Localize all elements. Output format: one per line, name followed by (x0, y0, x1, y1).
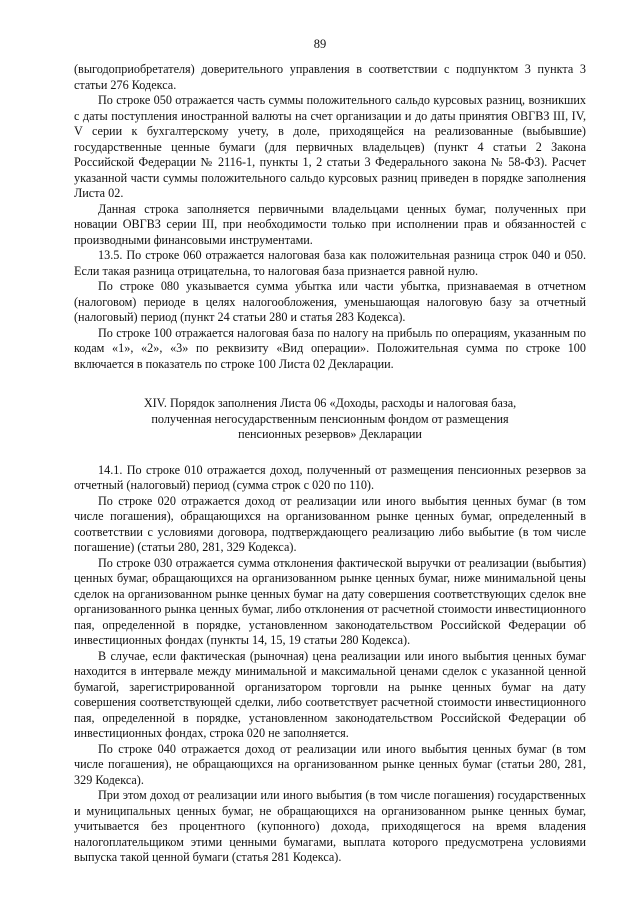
paragraph: По строке 050 отражается часть суммы положительного сальдо курсовых разниц, возникших с даты поступления иностранной валюты на счет организации и до даты принятия ОВГВЗ III, IV, V серии к бухгалтерскому учету, в доле, приходящейся на реализованные (выбывшие) государственные ценные бумаги (для первичных владельцев) (пункт 4 статьи 2 Закона Российской Федерации № 2116-1, пункты 1, 2 статьи 3 Федерального закона № 58-ФЗ). Расчет указанной части суммы положительного сальдо курсовых разниц приведен в порядке заполнения Листа 02. (74, 93, 586, 200)
paragraph: 13.5. По строке 060 отражается налоговая база как положительная разница строк 040 и 050. Если такая разница отрицательна, то налоговая база признается равной нулю. (74, 248, 586, 278)
paragraph: По строке 020 отражается доход от реализации или иного выбытия ценных бумаг (в том числе погашения), обращающихся на организованном рынке ценных бумаг, определенный в соответствии с условиями договора, подтверждающего реализацию либо выбытие (в том числе погашение) (статьи 280, 281, 329 Кодекса). (74, 493, 586, 554)
document-body (74, 62, 586, 866)
paragraph: По строке 030 отражается сумма отклонения фактической выручки от реализации (выбытия) ценных бумаг, обращающихся на организованном рынке ценных бумаг, ниже минимальной цены сделок на организованном рынке ценных бумаг на дату совершения соответствующих сделок вне организованного рынка ценных бумаг, либо отклонения от расчетной стоимости инвестиционного пая, определенной в порядке, установленном законодательством Российской Федерации об инвестиционных фондах (пункты 14, 15, 19 статьи 280 Кодекса). (74, 555, 586, 647)
page-number: 89 (313, 37, 327, 51)
paragraph: По строке 080 указывается сумма убытка или части убытка, признаваемая в отчетном (налоговом) периоде в целях налогообложения, уменьшающая налоговую базу за отчетный (налоговый) период (пункт 24 статьи 280 и статья 283 Кодекса). (74, 279, 586, 324)
paragraph: (выгодоприобретателя) доверительного управления в соответствии с подпунктом 3 пункта 3 статьи 276 Кодекса. (74, 62, 586, 92)
paragraph: По строке 040 отражается доход от реализации или иного выбытия ценных бумаг (в том числе погашения), не обращающихся на организованном рынке ценных бумаг (статьи 280, 281, 329 Кодекса). (74, 741, 586, 787)
section-heading-line: полученная негосударственным пенсионным фондом от размещения (151, 411, 509, 426)
paragraph: В случае, если фактическая (рыночная) цена реализации или иного выбытия ценных бумаг находится в интервале между минимальной и максимальной ценами сделок с указанной ценной бумагой, зарегистрированной организатором торговли на рынке ценных бумаг на дату совершения соответствующей сделки, либо соответствует расчетной стоимости инвестиционного пая, определенной в порядке, установленном законодательством Российской Федерации об инвестиционных фондах, строка 020 не заполняется. (74, 648, 586, 740)
paragraph: 14.1. По строке 010 отражается доход, полученный от размещения пенсионных резервов за отчетный (налоговый) период (сумма строк с 020 по 110). (74, 462, 586, 492)
paragraph: По строке 100 отражается налоговая база по налогу на прибыль по операциям, указанным по кодам «1», «2», «3» по реквизиту «Вид операции». Положительная сумма по строке 100 включается в показатель по строке 100 Листа 02 Декларации. (74, 325, 586, 371)
section-heading (74, 396, 586, 443)
paragraph: При этом доход от реализации или иного выбытия (в том числе погашения) государственных и муниципальных ценных бумаг, не обращающихся на организованном рынке ценных бумаг, учитывается без процентного (купонного) дохода, приходящегося на время владения налогоплательщиком этими ценными бумагами, выплата которого предусмотрена условиями выпуска такой ценной бумаги (статья 281 Кодекса). (74, 788, 586, 864)
section-heading-line: XIV. Порядок заполнения Листа 06 «Доходы, расходы и налоговая база, (143, 396, 517, 410)
section-heading-line: пенсионных резервов» Декларации (238, 427, 422, 441)
paragraph: Данная строка заполняется первичными владельцами ценных бумаг, полученных при новации ОВГВЗ серии III, при необходимости только при исполнении прав и обязанностей с производными финансовыми инструментами. (74, 201, 586, 247)
